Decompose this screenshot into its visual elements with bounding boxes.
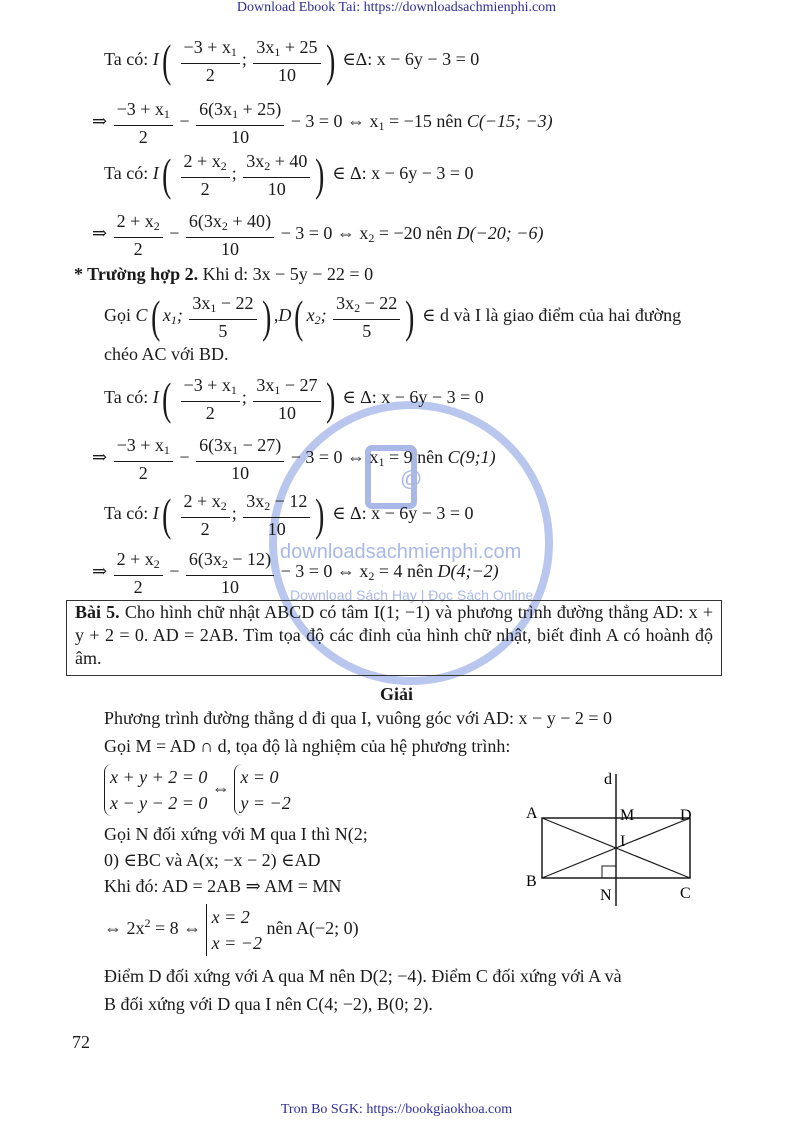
fraction: $\frac{2 + x_2}{2}$ [181, 490, 230, 540]
text: 10 [220, 577, 239, 597]
text: x = −2 [211, 933, 262, 953]
text: 2 [200, 179, 210, 199]
fraction: $\frac{2 + x_2}{2}$ [114, 548, 163, 598]
paren: ) [315, 149, 325, 200]
fraction: $\frac{6(3x_1 - 27)}{10}$ [196, 434, 284, 484]
point-d: D [278, 305, 292, 326]
solution-line-8: B đối xứng với D qua I nên C(4; −2), B(0; 2). [104, 994, 433, 1014]
text: ∈ Δ: x − 6y − 3 = 0 [332, 503, 474, 524]
fraction: $\frac{-3 + x_1}{2}$ [114, 434, 173, 484]
text: 2 + x [183, 491, 221, 511]
line-4: ⇒ $\frac{2 + x_2}{2}$ − $\frac{6(3x_2 + 40)}{10}$ − 3 = 0 ⇔ $x_2 = -20$ nên D(−20; −6) [92, 211, 544, 259]
text: −3 + x [116, 435, 164, 455]
solution-title: Giải [379, 684, 413, 704]
text: + 40 [227, 211, 266, 231]
page-number: 72 [72, 1032, 90, 1052]
text: Ta có: [104, 49, 149, 70]
label-n: N [600, 887, 612, 904]
paren: ( [161, 149, 171, 200]
text: − 22 [216, 293, 254, 313]
line-7: Ta có: I( $\frac{2 + x_2}{2}$ ; $\frac{3x_2 - 12}{10}$ ) ∈ Δ: x − 6y − 3 = 0 [104, 489, 474, 540]
point-d: D(4;−2) [437, 561, 499, 582]
line-cheo: chéo AC với BD. [104, 344, 229, 364]
fraction: $\frac{-3 + x_1}{2}$ [114, 98, 173, 148]
text: 6(3x [199, 435, 233, 455]
footer-sgk-link[interactable]: Tron Bo SGK: https://bookgiaokhoa.com [280, 1102, 513, 1117]
fraction: $\frac{3x_1 - 22}{5}$ [189, 292, 256, 342]
paren: ( [161, 489, 171, 540]
text: Ta có: [104, 163, 149, 184]
line-5: Ta có: I( $\frac{-3 + x_1}{2}$ ; $\frac{3x_1 - 27}{10}$ ) ∈ Δ: x − 6y − 3 = 0 [104, 373, 484, 424]
text: 3x [256, 37, 275, 57]
text: −3 + x [116, 99, 164, 119]
square-bracket-system [206, 904, 262, 956]
text: −3 + x [183, 375, 231, 395]
text: − 3 = 0 ⇔ x [290, 447, 379, 468]
label-c: C [680, 885, 691, 902]
text: Bài 5. [75, 602, 120, 622]
point-c: C [135, 305, 148, 326]
text: 2 [133, 577, 143, 597]
point-c: C(−15; −3) [466, 111, 553, 132]
point-i: I [152, 387, 159, 408]
paren: ) [405, 291, 415, 342]
text: x = 2 [211, 907, 250, 927]
text: + 25 [280, 37, 318, 57]
label-i: I [620, 833, 626, 850]
text: 10 [267, 179, 286, 199]
text: ⇒ [92, 561, 108, 582]
system-right [234, 764, 290, 816]
text: −3 + x [183, 37, 231, 57]
fraction: $\frac{2 + x_2}{2}$ [114, 210, 163, 260]
text: ⇒ [92, 111, 108, 132]
fraction: $\frac{3x_1 - 27}{10}$ [253, 374, 320, 424]
text: 10 [231, 127, 250, 147]
exercise-box [66, 600, 722, 676]
watermark-tagline: Download Sách Hay | Đọc Sách Online [290, 587, 534, 603]
text: Ta có: [104, 387, 149, 408]
solution-line-1: Phương trình đường thẳng d đi qua I, vuông góc với AD: x − y − 2 = 0 [104, 708, 612, 728]
system-left [104, 764, 207, 816]
solution-line-3: Gọi N đối xứng với M qua I thì N(2; [104, 824, 368, 844]
text: 10 [220, 239, 239, 259]
paren: ( [294, 291, 304, 342]
point-i: I [152, 163, 159, 184]
text: 6(3x [188, 549, 222, 569]
text: + 40 [270, 151, 308, 171]
line-8: ⇒ $\frac{2 + x_2}{2}$ − $\frac{6(3x_2 - 12)}{10}$ − 3 = 0 ⇔ $x_2 = 4$ nên D(4;−2) [92, 549, 499, 597]
point-i: I [152, 503, 159, 524]
text: = 8 ⇔ [150, 918, 202, 939]
text: 2 + x [183, 151, 221, 171]
text: 2 + x [116, 211, 154, 231]
solution-system [104, 764, 291, 816]
text: = 9 nên [384, 447, 444, 468]
fraction: $\frac{6(3x_2 - 12)}{10}$ [186, 548, 274, 598]
text: x − y − 2 = 0 [110, 793, 208, 813]
header-download-link[interactable]: Download Ebook Tai: https://downloadsachmienphi.com [236, 0, 557, 15]
text: x + y + 2 = 0 [110, 767, 208, 787]
text: 6(3x [188, 211, 222, 231]
label-a: A [526, 805, 538, 822]
text: 2 [205, 403, 215, 423]
paren: ) [261, 291, 271, 342]
text: 5 [362, 321, 372, 341]
label-b: B [526, 873, 537, 890]
line-1: Ta có: I( $\frac{-3 + x_1}{2}$ ; $\frac{3x_1 + 25}{10}$ ) ∈Δ: x − 6y − 3 = 0 [104, 35, 480, 86]
line-2: ⇒ $\frac{-3 + x_1}{2}$ − $\frac{6(3x_1 + 25)}{10}$ − 3 = 0 ⇔ $x_1 = -15$ nên C(−15; −3) [92, 99, 553, 147]
case-2-heading [74, 264, 373, 285]
text: Gọi [104, 305, 131, 326]
text: − 22 [360, 293, 398, 313]
point-c: C(9;1) [447, 447, 496, 468]
text: − 12 [270, 491, 308, 511]
text: $x_1$; [162, 305, 183, 328]
fraction: $\frac{3x_2 - 12}{10}$ [243, 490, 310, 540]
rectangle-figure [520, 770, 700, 910]
paren: ) [315, 489, 325, 540]
text: 2 + x [116, 549, 154, 569]
fraction: $\frac{-3 + x_1}{2}$ [181, 36, 240, 86]
text: 3x [192, 293, 211, 313]
text: 2 [133, 239, 143, 259]
text: 10 [277, 65, 296, 85]
line-6: ⇒ $\frac{-3 + x_1}{2}$ − $\frac{6(3x_1 - 27)}{10}$ − 3 = 0 ⇔ $x_1 = 9$ nên C(9;1) [92, 435, 496, 483]
watermark-site: downloadsachmienphi.com [280, 541, 522, 563]
text: − 3 = 0 ⇔ x [290, 111, 379, 132]
solution-line-7: Điểm D đối xứng với A qua M nên D(2; −4). Điểm C đối xứng với A và [104, 966, 622, 986]
text: − 3 = 0 ⇔ x [280, 561, 369, 582]
text: x = 0 [240, 767, 279, 787]
text: = 4 nên [374, 561, 434, 582]
text: 10 [277, 403, 296, 423]
text: 3x [246, 151, 265, 171]
solution-line-6 [104, 904, 359, 956]
point-i: I [152, 49, 159, 70]
paren: ( [161, 373, 171, 424]
text: y = −2 [240, 793, 291, 813]
paren: ( [161, 35, 171, 86]
text: 3x [256, 375, 275, 395]
label-d: D [680, 807, 692, 824]
text: 2 [138, 127, 148, 147]
text: − 27 [238, 435, 276, 455]
line-goi: Gọi C( $x_1$; $\frac{3x_1 - 22}{5}$ ) ,D( $x_2$; $\frac{3x_2 - 22}{5}$ ) ∈ d và I là giao điểm của hai đường [104, 291, 682, 342]
line-3: Ta có: I( $\frac{2 + x_2}{2}$ ; $\frac{3x_2 + 40}{10}$ ) ∈ Δ: x − 6y − 3 = 0 [104, 149, 474, 200]
text: Cho hình chữ nhật ABCD có tâm I(1; −1) và phương trình đường thẳng AD: x + y + 2 = 0. AD = 2AB. Tìm tọa độ các đỉnh của hình chữ nhật, biết đỉnh A có hoành độ âm. [75, 602, 713, 668]
fraction: $\frac{2 + x_2}{2}$ [181, 150, 230, 200]
text: 2 [138, 463, 148, 483]
label-m: M [620, 807, 635, 824]
paren: ( [150, 291, 160, 342]
text: + 25 [238, 99, 276, 119]
paren: ) [325, 373, 335, 424]
fraction: $\frac{-3 + x_1}{2}$ [181, 374, 240, 424]
text: 3x [336, 293, 355, 313]
text: Khi d: 3x − 5y − 22 = 0 [198, 264, 374, 284]
text: − 12 [227, 549, 266, 569]
fraction: $\frac{6(3x_1 + 25)}{10}$ [196, 98, 284, 148]
text: nên A(−2; 0) [266, 918, 359, 939]
text: − 3 = 0 ⇔ x [280, 223, 369, 244]
text: $x_2$; [306, 305, 327, 328]
text: ∈Δ: x − 6y − 3 = 0 [342, 49, 480, 70]
paren: ) [325, 35, 335, 86]
text: Ta có: [104, 503, 149, 524]
text: 2 [144, 916, 151, 931]
solution-line-5: Khi đó: AD = 2AB ⇒ AM = MN [104, 876, 342, 896]
text: = −15 nên [384, 111, 463, 132]
solution-line-4: 0) ∈BC và A(x; −x − 2) ∈AD [104, 850, 321, 870]
watermark-at-icon: @ [400, 466, 423, 491]
text: ⇔ 2x [104, 918, 145, 939]
fraction: $\frac{3x_1 + 25}{10}$ [253, 36, 320, 86]
text: * Trường hợp 2. [74, 264, 199, 284]
text: ⇒ [92, 223, 108, 244]
fraction: $\frac{6(3x_2 + 40)}{10}$ [186, 210, 274, 260]
text: 5 [218, 321, 228, 341]
text: ⇒ [92, 447, 108, 468]
solution-line-2: Gọi M = AD ∩ d, tọa độ là nghiệm của hệ phương trình: [104, 736, 511, 756]
label-d-line: d [604, 771, 612, 788]
text: 10 [231, 463, 250, 483]
text: − 27 [280, 375, 318, 395]
text: 2 [205, 65, 215, 85]
point-d: D(−20; −6) [456, 223, 544, 244]
text: 2 [200, 519, 210, 539]
text: 6(3x [199, 99, 233, 119]
text: = −20 nên [374, 223, 453, 244]
text: ⇔ [211, 778, 230, 799]
text: ∈ Δ: x − 6y − 3 = 0 [332, 163, 474, 184]
text: 3x [246, 491, 265, 511]
text: ∈ Δ: x − 6y − 3 = 0 [342, 387, 484, 408]
text: 10 [267, 519, 286, 539]
right-angle-mark [602, 866, 616, 878]
fraction: $\frac{3x_2 + 40}{10}$ [243, 150, 310, 200]
fraction: $\frac{3x_2 - 22}{5}$ [333, 292, 400, 342]
text: ∈ d và I là giao điểm của hai đường [422, 305, 682, 326]
